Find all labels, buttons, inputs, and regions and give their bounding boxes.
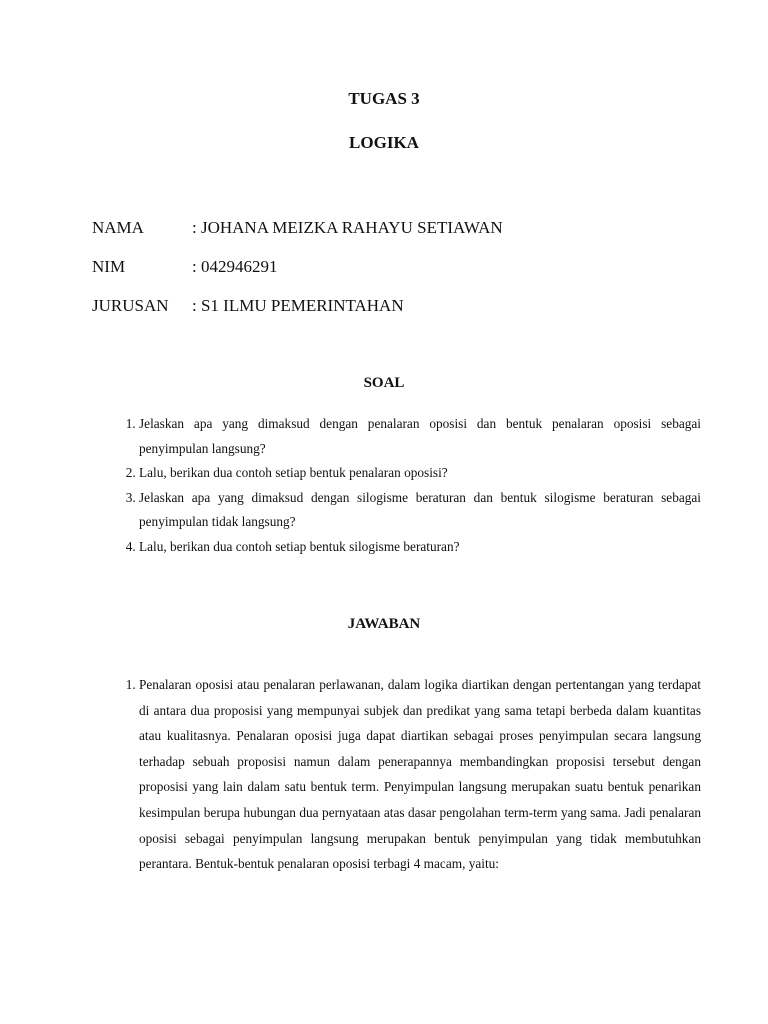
nama-value: : JOHANA MEIZKA RAHAYU SETIAWAN xyxy=(192,218,503,237)
nim-label: NIM xyxy=(92,257,126,276)
nama-label: NAMA xyxy=(92,218,144,237)
jawaban-list xyxy=(112,672,701,877)
identity-row-jurusan xyxy=(92,296,404,316)
list-item: 3. Jelaskan apa yang dimaksud dengan silogisme beraturan dan bentuk silogisme beraturan sebagai penyimpulan tidak langsung? xyxy=(139,486,701,535)
soal-heading: SOAL xyxy=(363,375,405,391)
nim-value: : 042946291 xyxy=(192,257,278,276)
list-item: 1. Penalaran oposisi atau penalaran perlawanan, dalam logika diartikan dengan pertentangan yang terdapat di antara dua proposisi yang mempunyai subjek dan predikat yang sama tetapi berbeda dalam kuantitas atau kualitasnya. Penalaran oposisi juga dapat diartikan sebagai proses penyimpulan secara langsung terhadap sebuah proposisi namun dalam penerapannya membandingkan proposisi tersebut dengan proposisi yang lain dalam satu bentuk term. Penyimpulan langsung merupakan suatu bentuk penarikan kesimpulan berupa hubungan dua pernyataan atas dasar pengolahan term-term yang sama. Jadi penalaran oposisi sebagai penyimpulan langsung merupakan bentuk penyimpulan yang tidak membutuhkan perantara. Bentuk-bentuk penalaran oposisi terbagi 4 macam, yaitu: xyxy=(139,672,701,877)
document-title: TUGAS 3 xyxy=(348,89,420,108)
identity-row-nim xyxy=(92,257,277,277)
jawaban-heading: JAWABAN xyxy=(347,616,421,632)
identity-row-nama xyxy=(92,218,503,238)
soal-list xyxy=(112,412,701,559)
list-item: 1. Jelaskan apa yang dimaksud dengan penalaran oposisi dan bentuk penalaran oposisi sebagai penyimpulan langsung? xyxy=(139,412,701,461)
list-item: 2. Lalu, berikan dua contoh setiap bentuk penalaran oposisi? xyxy=(139,461,701,486)
jurusan-value: : S1 ILMU PEMERINTAHAN xyxy=(192,296,404,315)
document-subtitle: LOGIKA xyxy=(349,133,419,152)
list-item: 4. Lalu, berikan dua contoh setiap bentuk silogisme beraturan? xyxy=(139,535,701,560)
jurusan-label: JURUSAN xyxy=(92,296,169,315)
